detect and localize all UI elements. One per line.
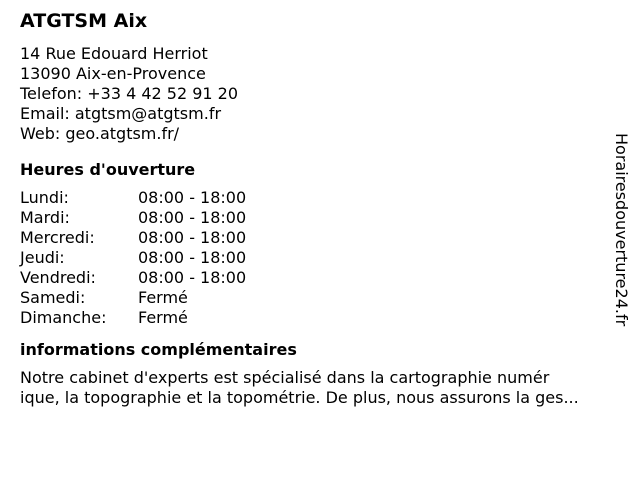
hours-time: 08:00 - 18:00 bbox=[138, 228, 247, 247]
hours-day: Mercredi: bbox=[20, 228, 95, 247]
city-address: 13090 Aix-en-Provence bbox=[20, 64, 206, 83]
hours-day: Samedi: bbox=[20, 288, 86, 307]
hours-time: 08:00 - 18:00 bbox=[138, 248, 247, 267]
hours-day: Jeudi: bbox=[20, 248, 65, 267]
hours-day: Lundi: bbox=[20, 188, 69, 207]
hours-day: Mardi: bbox=[20, 208, 70, 227]
business-card bbox=[20, 8, 610, 408]
street-address: 14 Rue Edouard Herriot bbox=[20, 44, 208, 63]
hours-row bbox=[20, 288, 610, 308]
hours-row bbox=[20, 188, 610, 208]
web-line[interactable]: Web: geo.atgtsm.fr/ bbox=[20, 124, 180, 143]
email-line[interactable]: Email: atgtsm@atgtsm.fr bbox=[20, 104, 222, 123]
info-text-line: ique, la topographie et la topométrie. De plus, nous assurons la ges... bbox=[20, 388, 579, 407]
hours-row bbox=[20, 208, 610, 228]
hours-time: 08:00 - 18:00 bbox=[138, 268, 247, 287]
site-brand-label: Horairesdouverture24.fr bbox=[612, 133, 631, 327]
contact-block bbox=[20, 44, 610, 144]
hours-row bbox=[20, 248, 610, 268]
business-name: ATGTSM Aix bbox=[20, 10, 148, 32]
hours-day: Vendredi: bbox=[20, 268, 96, 287]
hours-day: Dimanche: bbox=[20, 308, 107, 327]
hours-time: Fermé bbox=[138, 288, 188, 307]
hours-table bbox=[20, 188, 610, 328]
hours-row bbox=[20, 228, 610, 248]
hours-time: Fermé bbox=[138, 308, 188, 327]
phone-line[interactable]: Telefon: +33 4 42 52 91 20 bbox=[20, 84, 239, 103]
info-title: informations complémentaires bbox=[20, 340, 297, 359]
hours-row bbox=[20, 268, 610, 288]
hours-time: 08:00 - 18:00 bbox=[138, 188, 247, 207]
hours-time: 08:00 - 18:00 bbox=[138, 208, 247, 227]
hours-title: Heures d'ouverture bbox=[20, 160, 196, 179]
info-description bbox=[20, 368, 632, 408]
info-text-line: Notre cabinet d'experts est spécialisé dans la cartographie numér bbox=[20, 368, 550, 387]
hours-row bbox=[20, 308, 610, 328]
